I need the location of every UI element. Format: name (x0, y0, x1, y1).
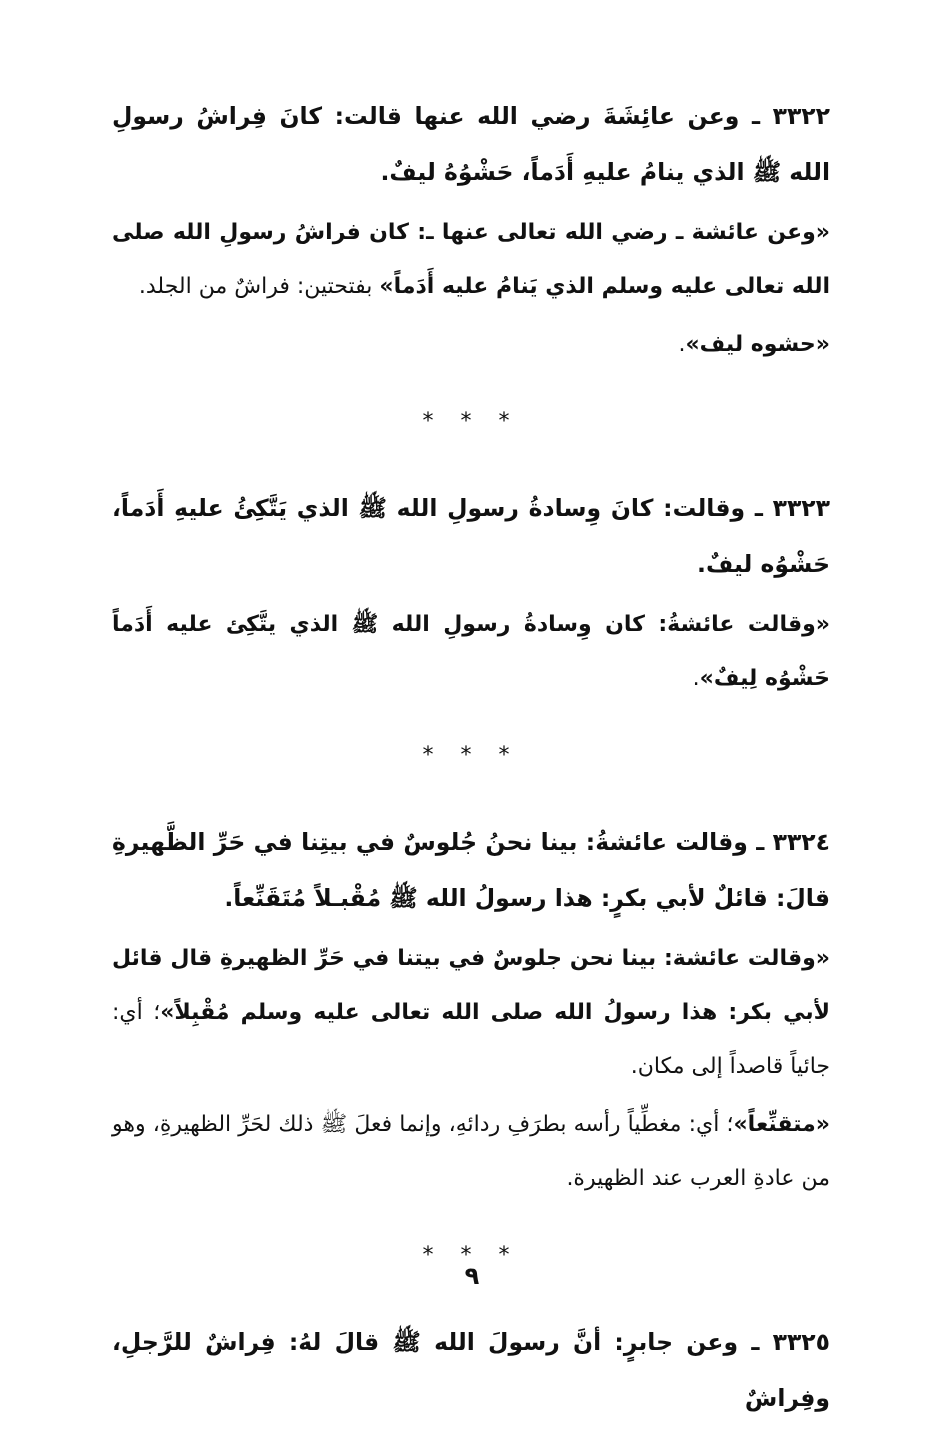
hadith-3323-section (112, 480, 830, 706)
section-separator: * * * (422, 409, 520, 434)
hadith-3325-section (112, 1314, 830, 1426)
commentary-text: ؛ أي: جائياً قاصداً إلى مكان. (112, 1000, 830, 1079)
hadith-3325-text: ٣٣٢٥ ـ وعن جابرٍ: أنَّ رسولَ الله ﷺ قالَ لهُ: فِراشٌ للرَّجلِ، وفِراشٌ (112, 1328, 830, 1412)
hadith-3324-text: ٣٣٢٤ ـ وقالت عائشةُ: بينا نحنُ جُلوسٌ في بيتِنا في حَرِّ الظَّهيرةِ قالَ: قائلٌ لأبي بكرٍ: هذا رسولُ الله ﷺ مُقْبـلاً مُتَقَنِّعاً. (112, 828, 830, 912)
hadith-3323-commentary (112, 598, 830, 706)
commentary-paragraph (112, 318, 830, 372)
commentary-quote: «وقالت عائشةُ: كان وِسادةُ رسولِ الله ﷺ الذي يتَّكِئ عليه أَدَماً حَشْوُه لِيفٌ» (112, 612, 830, 691)
commentary-text: . (678, 332, 686, 357)
commentary-text: . (692, 666, 700, 691)
hadith-3322-commentary (112, 206, 830, 372)
hadith-3322-text: ٣٣٢٢ ـ وعن عائِشَةَ رضي الله عنها قالت: كانَ فِراشُ رسولِ الله ﷺ الذي ينامُ عليهِ أَدَماً، حَشْوُهُ ليفٌ. (112, 102, 830, 186)
hadith-3324-section (112, 814, 830, 1206)
commentary-paragraph (112, 932, 830, 1094)
hadith-3322-section (112, 88, 830, 372)
section-separator: * * * (422, 743, 520, 768)
commentary-paragraph (112, 206, 830, 314)
page-body (112, 88, 830, 1432)
commentary-text: ؛ أي: مغطِّياً رأسه بطرَفِ ردائهِ، وإنما فعلَ ﷺ ذلك لحَرِّ الظهيرةِ، وهو من عادةِ العرب عند الظهيرة. (112, 1112, 830, 1191)
commentary-paragraph (112, 598, 830, 706)
commentary-quote: «وعن عائشة ـ رضي الله تعالى عنها ـ: كان فراشُ رسولِ الله صلى الله تعالى عليه وسلم الذي يَنامُ عليه أَدَماً» (112, 220, 830, 299)
commentary-quote: «حشوه ليف» (685, 332, 830, 357)
hadith-3323-text: ٣٣٢٣ ـ وقالت: كانَ وِسادةُ رسولِ الله ﷺ الذي يَتَّكِئُ عليهِ أَدَماً، حَشْوُه ليفٌ. (112, 494, 830, 578)
section-separator: * * * (422, 1243, 520, 1268)
commentary-paragraph (112, 1098, 830, 1206)
commentary-quote: «متقنِّعاً» (733, 1112, 830, 1137)
commentary-quote: «وقالت عائشة: بينا نحن جلوسٌ في بيتنا في حَرِّ الظهيرةِ قال قائل لأبي بكر: هذا رسولُ الله صلى الله تعالى عليه وسلم مُقْبِلاً» (112, 946, 830, 1025)
commentary-text: بفتحتين: فراشٌ من الجلد. (138, 274, 380, 299)
page-number: ٩ (464, 1262, 480, 1290)
hadith-3324-commentary (112, 932, 830, 1206)
